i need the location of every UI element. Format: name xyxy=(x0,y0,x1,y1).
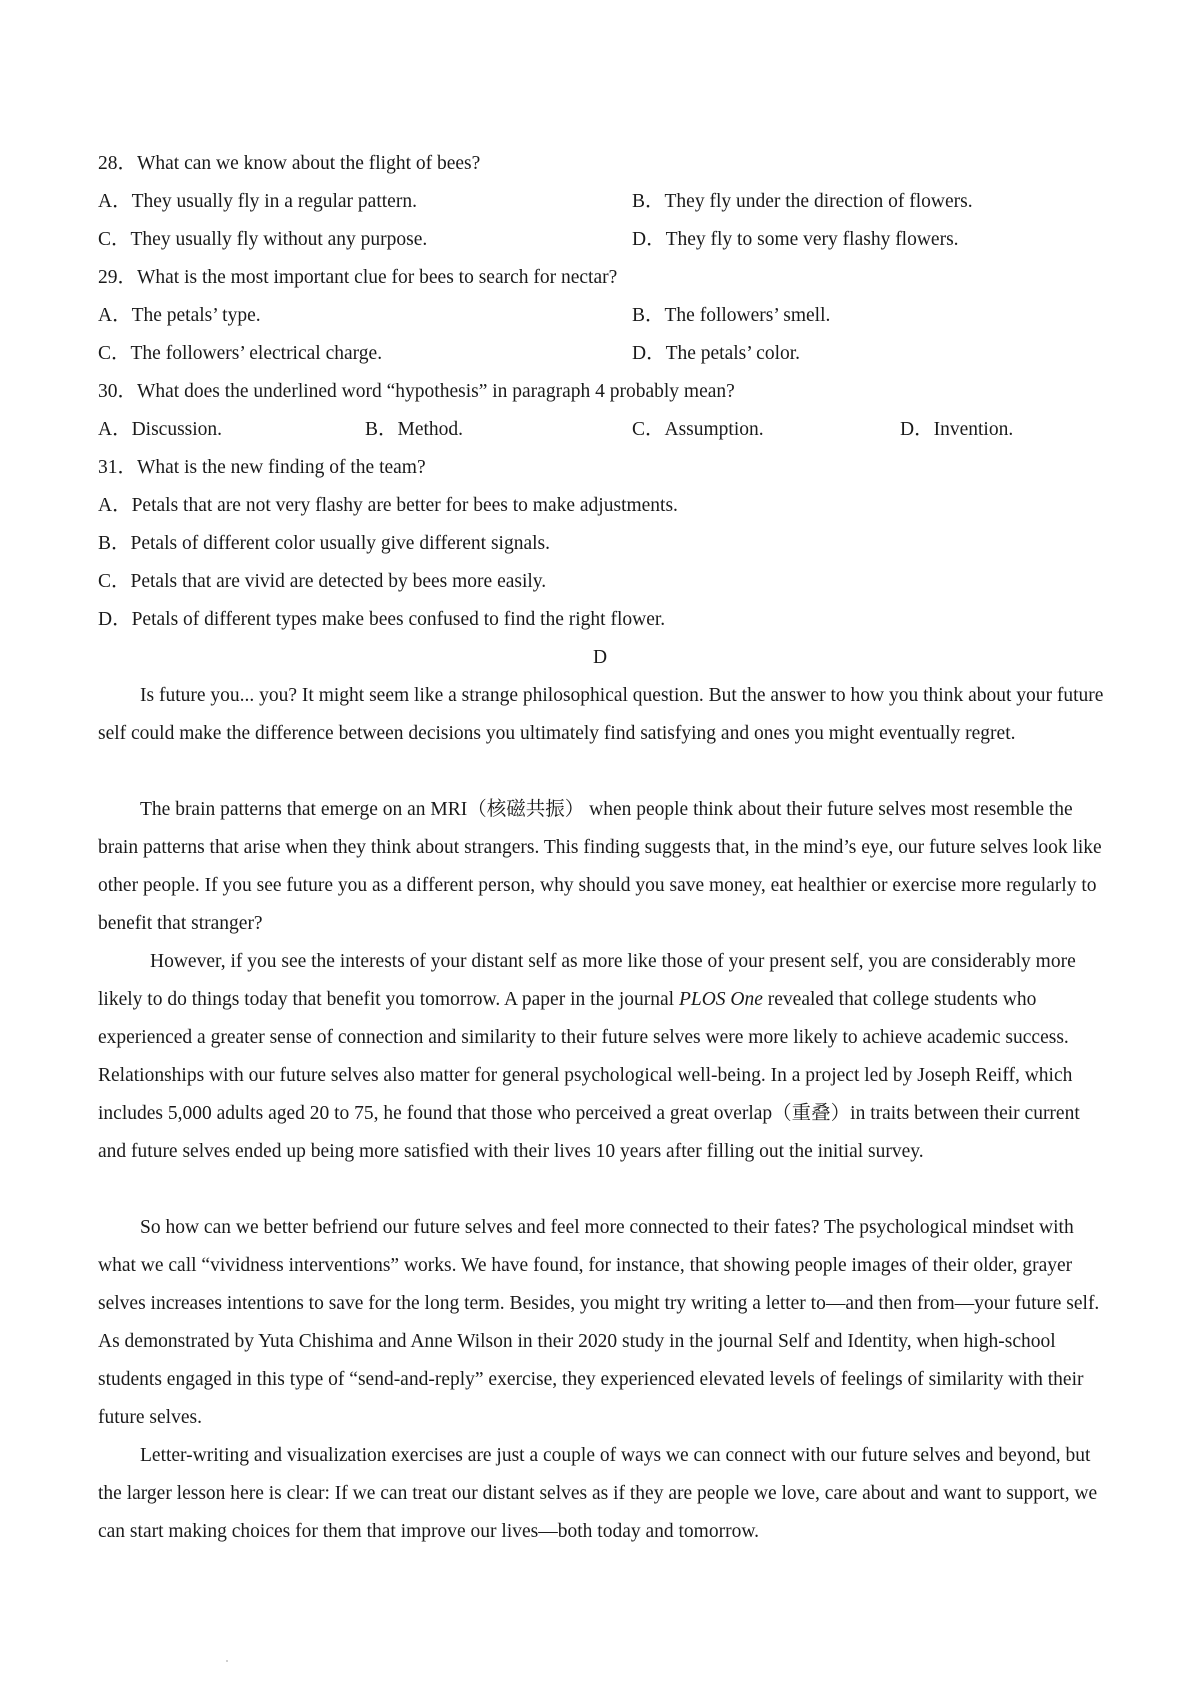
passage-paragraph-4: So how can we better befriend our future selves and feel more connected to their fates? The psychological mindset with what we call “vividness interventions” works. We have found, for instance, that showing people images of their older, grayer selves increases intentions to save for the long term. Besides, you might try writing a letter to—and then from—your future self. As demonstrated by Yuta Chishima and Anne Wilson in their 2020 study in the journal Self and Identity, when high-school students engaged in this type of “send-and-reply” exercise, they experienced elevated levels of feelings of similarity with their future selves. xyxy=(98,1217,1100,1428)
question-31-option-c: C．Petals that are vivid are detected by bees more easily. xyxy=(98,571,547,592)
question-29-option-c: C．The followers’ electrical charge. xyxy=(98,343,383,364)
question-29-option-a: A．The petals’ type. xyxy=(98,305,261,326)
question-29-option-d: D．The petals’ color. xyxy=(632,343,801,364)
question-31-option-a: A．Petals that are not very flashy are better for bees to make adjustments. xyxy=(98,495,678,516)
passage-paragraph-1: Is future you... you? It might seem like a strange philosophical question. But the answer to how you think about your future self could make the difference between decisions you ultimately find satisfying and ones you might eventually regret. xyxy=(98,685,1104,744)
question-30-stem: 30．What does the underlined word “hypothesis” in paragraph 4 probably mean? xyxy=(98,381,735,402)
question-30-option-c: C．Assumption. xyxy=(632,419,764,440)
passage-paragraph-5: Letter-writing and visualization exercises are just a couple of ways we can connect with our future selves and beyond, but the larger lesson here is clear: If we can treat our distant selves as if they are people we love, care about and want to support, we can start making choices for them that improve our lives—both today and tomorrow. xyxy=(98,1445,1098,1542)
question-29-stem: 29．What is the most important clue for bees to search for nectar? xyxy=(98,267,618,288)
question-28-stem: 28．What can we know about the flight of bees? xyxy=(98,153,481,174)
section-letter-heading: D xyxy=(592,647,608,668)
question-29-option-b: B．The followers’ smell. xyxy=(632,305,831,326)
question-28-option-b: B．They fly under the direction of flowers. xyxy=(632,191,973,212)
question-28-option-a: A．They usually fly in a regular pattern. xyxy=(98,191,417,212)
question-30-option-d: D．Invention. xyxy=(900,419,1014,440)
question-31-option-b: B．Petals of different color usually give different signals. xyxy=(98,533,551,554)
paragraph-3-text-end: revealed that college students who experienced a greater sense of connection and similarity to their future selves were more likely to achieve academic success. Relationships with our future selves also matter for general psychological well-being. In a project led by Joseph Reiff, which includes 5,000 adults aged 20 to 75, he found that those who perceived a great overlap（重叠）in traits between their current and future selves ended up being more satisfied with their lives 10 years after filling out the initial survey. xyxy=(98,989,1080,1162)
question-30-option-a: A．Discussion. xyxy=(98,419,223,440)
passage-paragraph-2: The brain patterns that emerge on an MRI（核磁共振） when people think about their future selves most resemble the brain patterns that arise when they think about strangers. This finding suggests that, in the mind’s eye, our future selves look like other people. If you see future you as a different person, why should you save money, eat healthier or exercise more regularly to benefit that stranger? xyxy=(98,799,1102,934)
paragraph-3-text-start: However, if you see the interests of your distant self as more like those of your present self, you are considerably more likely to do things today that benefit you tomorrow. A paper in the journal xyxy=(98,951,1076,1010)
question-31-stem: 31．What is the new finding of the team? xyxy=(98,457,426,478)
passage-paragraph-3 xyxy=(98,943,1110,1171)
question-28-option-c: C．They usually fly without any purpose. xyxy=(98,229,428,250)
journal-title: PLOS One xyxy=(678,989,763,1010)
question-30-option-b: B．Method. xyxy=(365,419,464,440)
question-28-option-d: D．They fly to some very flashy flowers. xyxy=(632,229,959,250)
question-31-option-d: D．Petals of different types make bees confused to find the right flower. xyxy=(98,609,666,630)
scan-speck xyxy=(226,1660,228,1662)
